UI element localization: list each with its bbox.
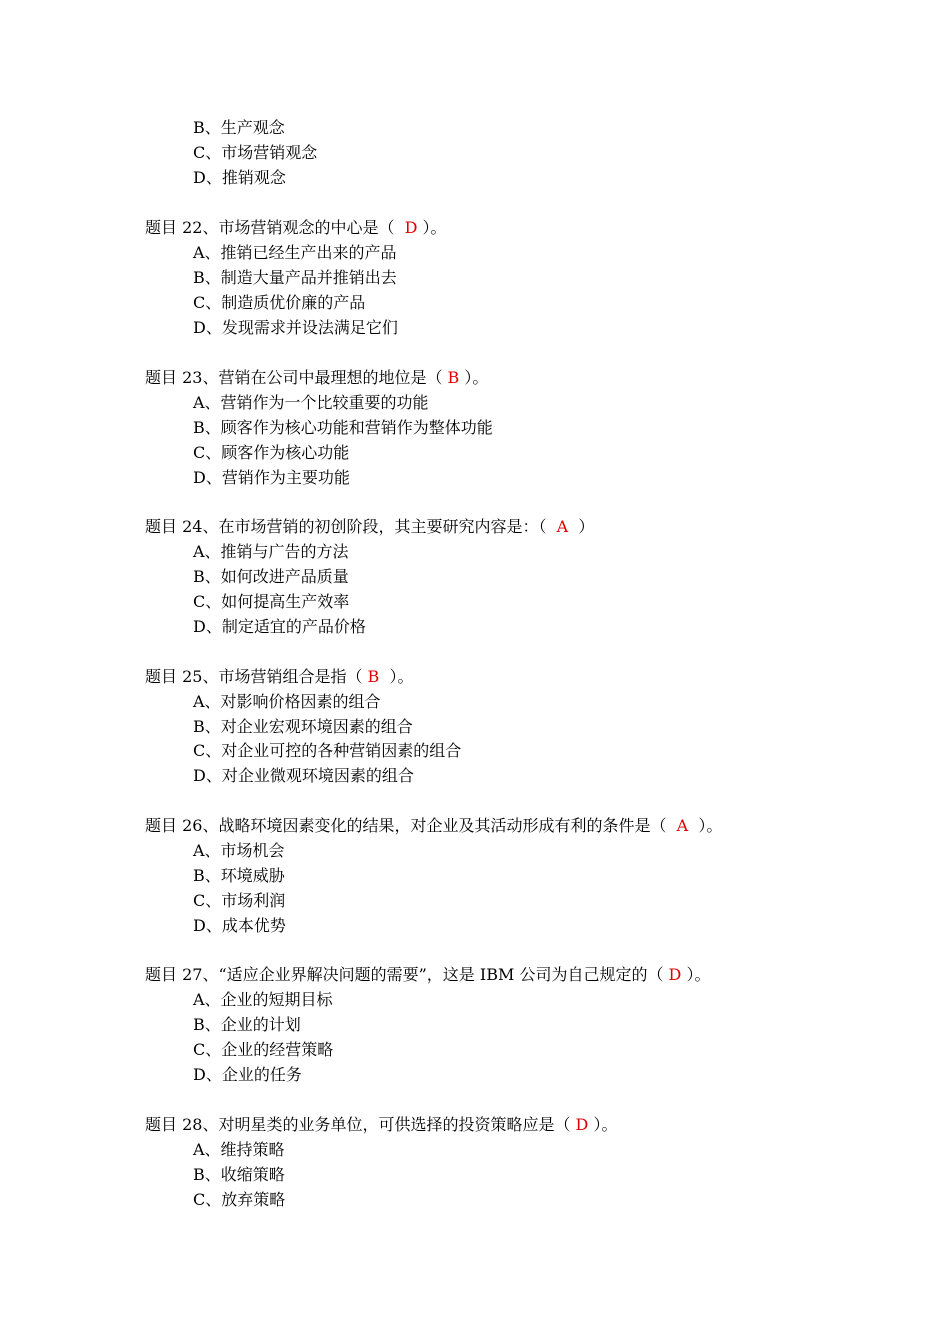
question-text: 题目 26、战略环境因素变化的结果，对企业及其活动形成有利的条件是（: [145, 816, 677, 835]
option-line: C、企业的经营策略: [193, 1040, 334, 1059]
option-line: D、对企业微观环境因素的组合: [193, 766, 414, 785]
question-text-end: ）。: [688, 816, 723, 835]
option-line: C、市场营销观念: [193, 143, 318, 162]
option-line: A、推销已经生产出来的产品: [193, 243, 397, 262]
option-line: D、推销观念: [193, 168, 286, 187]
option-line: D、制定适宜的产品价格: [193, 617, 366, 636]
answer-mark: A: [556, 517, 569, 536]
question-25: [145, 667, 414, 687]
option-line: C、顾客作为核心功能: [193, 443, 350, 462]
option-line: A、企业的短期目标: [193, 990, 333, 1009]
answer-mark: D: [668, 965, 682, 984]
answer-mark: D: [399, 218, 423, 237]
question-text-end: ）。: [459, 368, 489, 387]
option-line: B、收缩策略: [193, 1165, 285, 1184]
option-line: A、维持策略: [193, 1140, 285, 1159]
question-text: 题目 23、营销在公司中最理想的地位是（: [145, 368, 448, 387]
option-line: B、如何改进产品质量: [193, 567, 349, 586]
option-line: A、对影响价格因素的组合: [193, 692, 381, 711]
option-line: B、生产观念: [193, 118, 285, 137]
question-text-end: ）。: [379, 667, 414, 686]
option-line: C、放弃策略: [193, 1190, 286, 1209]
question-text-end: ）。: [681, 965, 711, 984]
question-text: 题目 27、“适应企业界解决问题的需要”，这是 IBM 公司为自己规定的（: [145, 965, 669, 984]
option-line: B、对企业宏观环境因素的组合: [193, 717, 413, 736]
option-line: A、市场机会: [193, 841, 285, 860]
option-line: C、市场利润: [193, 891, 286, 910]
question-23: [145, 368, 488, 388]
answer-mark: D: [575, 1115, 589, 1134]
question-26: [145, 816, 722, 836]
option-line: C、对企业可控的各种营销因素的组合: [193, 741, 462, 760]
question-text-end: ）。: [422, 218, 447, 237]
question-text: 题目 24、在市场营销的初创阶段，其主要研究内容是：（: [145, 517, 557, 536]
option-line: A、营销作为一个比较重要的功能: [193, 393, 429, 412]
question-text: 题目 28、对明星类的业务单位，可供选择的投资策略应是（: [145, 1115, 576, 1134]
question-24: [145, 517, 594, 537]
option-line: D、成本优势: [193, 916, 286, 935]
question-text-end: ）: [568, 517, 595, 536]
question-27: [145, 965, 710, 985]
answer-mark: B: [447, 368, 460, 387]
question-text-end: ）。: [588, 1115, 618, 1134]
option-line: D、企业的任务: [193, 1065, 302, 1084]
question-text: 题目 25、市场营销组合是指（: [145, 667, 368, 686]
answer-mark: A: [676, 816, 689, 835]
option-line: D、营销作为主要功能: [193, 468, 350, 487]
option-line: B、企业的计划: [193, 1015, 301, 1034]
option-line: C、如何提高生产效率: [193, 592, 350, 611]
option-line: D、发现需求并设法满足它们: [193, 318, 398, 337]
option-line: B、顾客作为核心功能和营销作为整体功能: [193, 418, 493, 437]
answer-mark: B: [367, 667, 380, 686]
question-28: [145, 1115, 617, 1135]
option-line: B、制造大量产品并推销出去: [193, 268, 397, 287]
option-line: A、推销与广告的方法: [193, 542, 349, 561]
question-text: 题目 22、市场营销观念的中心是（: [145, 218, 400, 237]
question-22: [145, 218, 447, 238]
option-line: B、环境威胁: [193, 866, 285, 885]
option-line: C、制造质优价廉的产品: [193, 293, 366, 312]
